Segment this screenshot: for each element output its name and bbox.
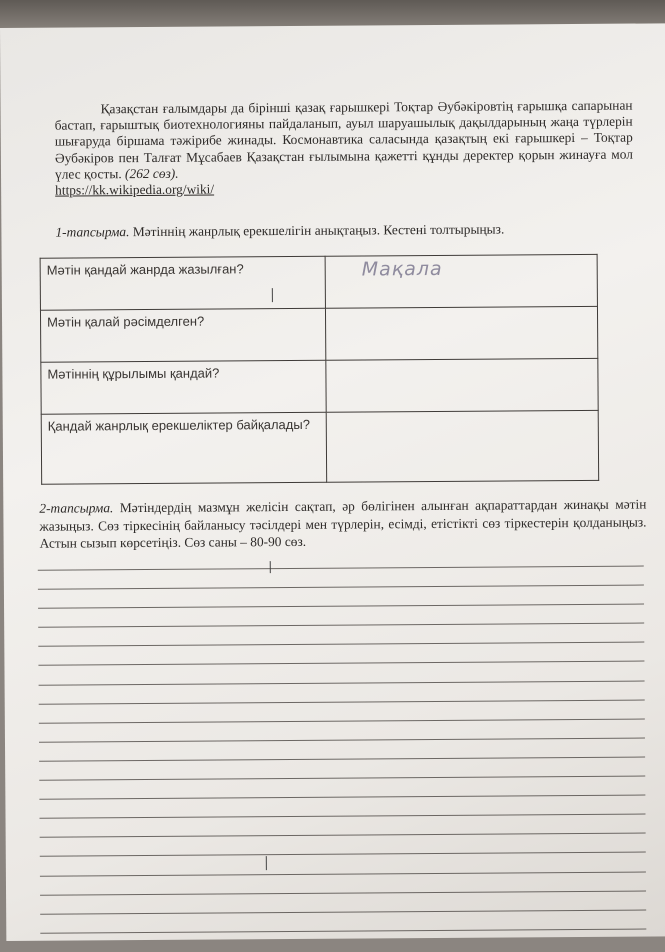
pen-mark [270, 561, 271, 573]
writing-line[interactable] [40, 928, 646, 933]
writing-line[interactable] [39, 795, 645, 800]
table-row [40, 306, 597, 362]
intro-text: Қазақстан ғалымдары да бірінші қазақ ғарышкері Тоқтар Әубәкіровтің ғарышқа сапарынан бастап, ғарыштық биотехнологияны пайдаланып, ауыл шаруашылық дақылдарының жаңа түрлерін шығаруда біршама тәжірибе жинады. Космонавтика саласында қазақтың екі ғарышкері – Тоқтар Әубәкіров пен Талғат Мұсабаев Қазақстан ғылымына қажетті құнды деректер қорын жинауға мол үлес қосты. [54, 97, 633, 182]
writing-line[interactable] [40, 909, 646, 914]
task1-label: 1-тапсырма. [55, 224, 130, 240]
writing-line[interactable] [39, 680, 645, 685]
task1-instruction: Мәтіннің жанрлық ерекшелігін анықтаңыз. Кестені толтырыңыз. [132, 221, 505, 240]
intro-paragraph [55, 98, 634, 199]
writing-line[interactable] [40, 814, 646, 819]
writing-line[interactable] [40, 871, 646, 876]
writing-lines[interactable] [38, 566, 647, 952]
writing-line[interactable] [38, 642, 644, 647]
writing-line[interactable] [38, 566, 644, 571]
question-cell [40, 308, 325, 362]
task2-instruction: Мәтіндердің мазмұн желісін сақтап, әр бөлігінен алынған ақпараттардан жинақы мәтін жазыңыз. Сөз тіркесінің байланысу тәсілдері мен түрлерін, есімді, етістікті сөз тіркестерін қолданыңыз. Астын сызып көрсетіңіз. Сөз саны – 80-90 сөз. [39, 496, 647, 551]
writing-line[interactable] [39, 756, 645, 761]
question-text: Мәтіннің құрылымы қандай? [47, 365, 220, 382]
writing-line[interactable] [38, 661, 644, 666]
question-text: Мәтін қалай рәсімделген? [47, 313, 205, 330]
pen-mark [266, 856, 267, 870]
source-link[interactable]: https://kk.wikipedia.org/wiki/ [55, 181, 215, 198]
answer-cell[interactable] [325, 254, 597, 308]
answer-cell[interactable] [326, 410, 598, 482]
genre-table [40, 254, 600, 485]
writing-line[interactable] [39, 699, 645, 704]
table-row [40, 254, 597, 310]
writing-line[interactable] [39, 737, 645, 742]
writing-line[interactable] [38, 604, 644, 609]
table-row [41, 358, 598, 414]
task1-heading [55, 221, 635, 241]
handwritten-answer: Мақала [361, 257, 443, 281]
writing-line[interactable] [40, 852, 646, 857]
question-text: Қандай жанрлық ерекшеліктер байқалады? [47, 416, 310, 434]
task2-label: 2-тапсырма. [39, 500, 114, 516]
writing-line[interactable] [39, 776, 645, 781]
writing-line[interactable] [38, 585, 644, 590]
question-cell [41, 360, 326, 414]
answer-cell[interactable] [326, 358, 598, 412]
writing-line[interactable] [40, 890, 646, 895]
question-text: Мәтін қандай жанрда жазылған? [46, 261, 244, 278]
question-cell [41, 412, 326, 484]
answer-cell[interactable] [325, 306, 597, 360]
table-row [41, 410, 598, 484]
word-count: (262 сөз). [124, 165, 179, 181]
question-cell [40, 256, 325, 310]
writing-line[interactable] [40, 833, 646, 838]
writing-line[interactable] [38, 623, 644, 628]
pen-mark [272, 288, 273, 302]
worksheet-page [0, 23, 665, 941]
writing-line[interactable] [39, 718, 645, 723]
task2-heading [39, 495, 646, 552]
